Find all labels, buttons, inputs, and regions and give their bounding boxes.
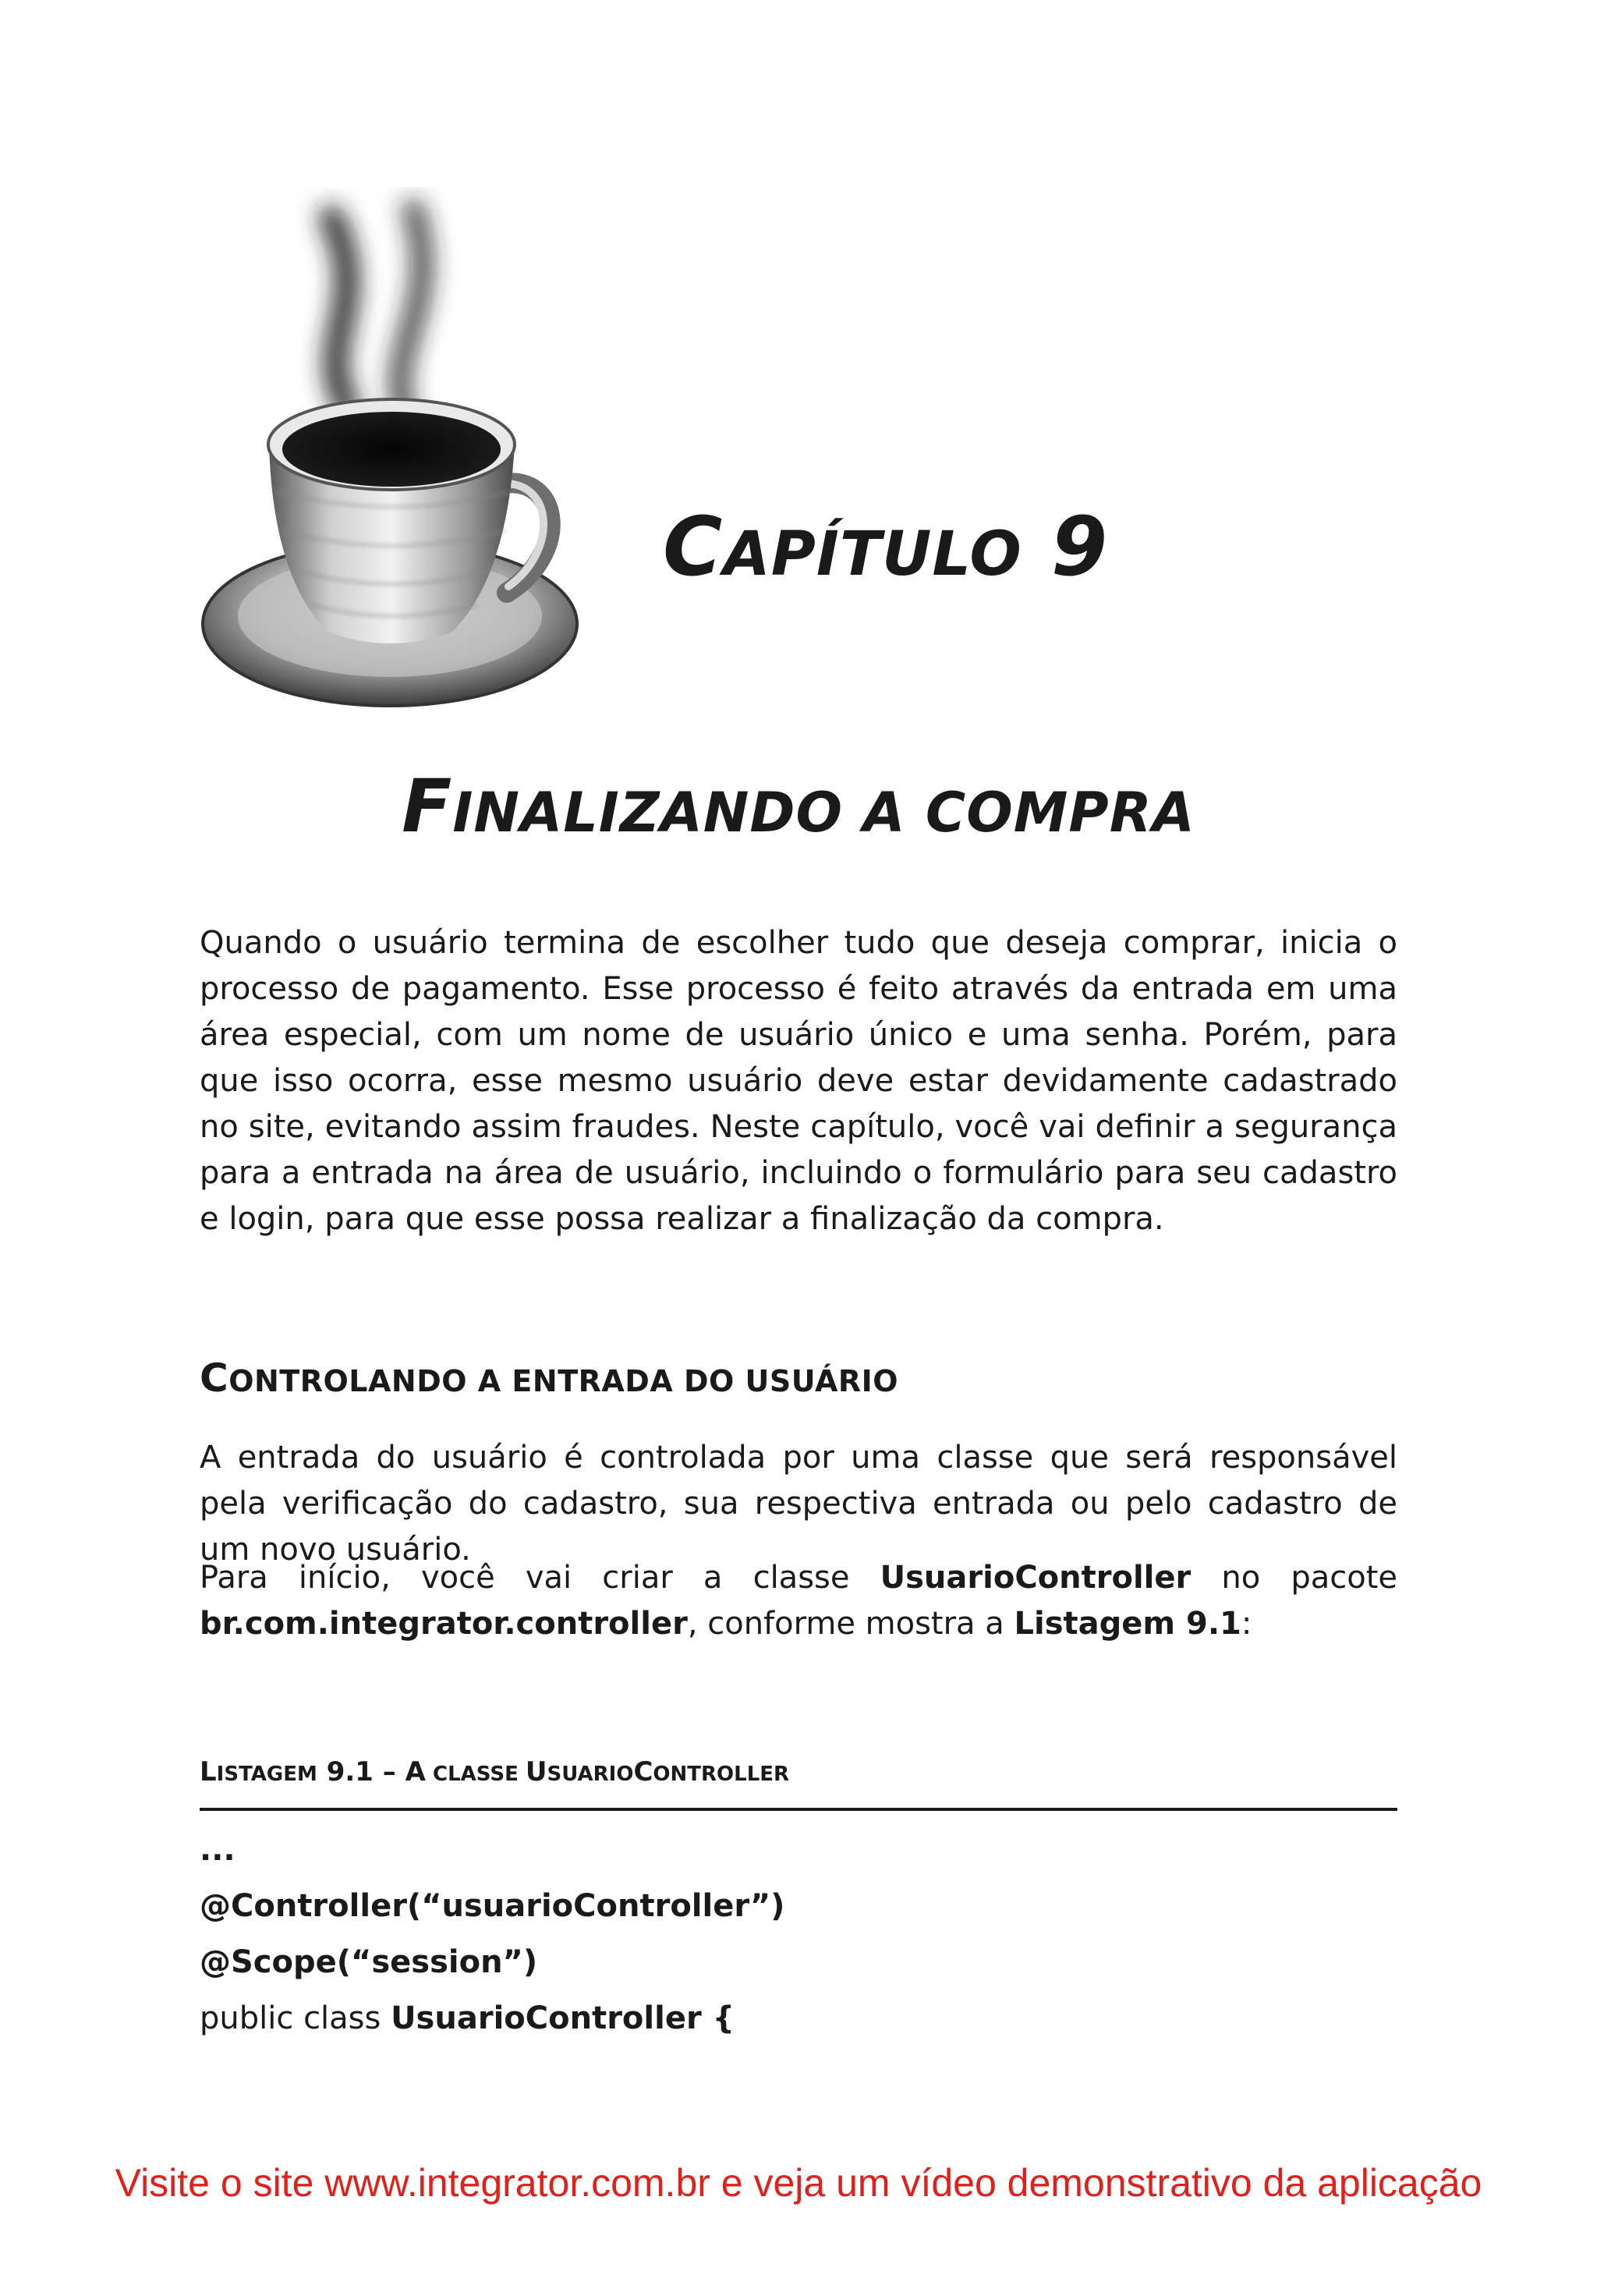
chapter-title	[0, 764, 1597, 849]
section-paragraph-1: A entrada do usuário é controlada por uma classe que será responsável pela verificação do cadastro, sua respectiva entrada ou pelo cadastro de um novo usuário.	[200, 1440, 1397, 1568]
class-name-ref: UsuarioController	[880, 1560, 1192, 1596]
package-name-ref: br.com.integrator.controller	[200, 1606, 688, 1642]
coffee-cup-icon	[195, 187, 600, 718]
listing-divider	[200, 1808, 1397, 1811]
para2-text-3: , conforme mostra a	[687, 1606, 1015, 1642]
code-line: @Scope(“session”)	[200, 1944, 538, 1980]
section-paragraph-2	[200, 1555, 1397, 1647]
section-heading-rest: ONTROLANDO A ENTRADA DO USUÁRIO	[228, 1364, 899, 1398]
code-class-name: UsuarioController {	[391, 2000, 735, 2036]
caption-part: CLASSE	[425, 1763, 526, 1786]
code-line	[200, 1990, 1397, 2046]
caption-part: C	[633, 1756, 653, 1788]
listing-ref: Listagem 9.1	[1014, 1606, 1241, 1642]
chapter-title-initial: F	[402, 764, 453, 849]
code-listing	[200, 1822, 1397, 2046]
para2-text-1: Para início, você vai criar a classe	[200, 1560, 880, 1596]
chapter-title-rest: INALIZANDO A COMPRA	[452, 781, 1195, 845]
section-heading-initial: C	[200, 1355, 229, 1401]
para2-text-2: no pacote	[1191, 1560, 1398, 1596]
caption-part: L	[200, 1756, 217, 1788]
code-line: ...	[200, 1832, 235, 1868]
chapter-label-rest: APÍTULO	[723, 519, 1022, 590]
para2-text-4: :	[1241, 1606, 1252, 1642]
intro-paragraph: Quando o usuário termina de escolher tudo que deseja comprar, inicia o processo de pagamento. Esse processo é feito através da entrada em uma área especial, com um nome de usuário único e uma senha. Porém, para que isso ocorra, esse mesmo usuário deve estar devidamente cadastrado no site, evitando assim fraudes. Neste capítulo, você vai definir a segurança para a entrada na área de usuário, incluindo o formulário para seu cadastro e login, para que esse possa realizar a finalização da compra.	[200, 925, 1397, 1237]
listing-caption	[200, 1756, 789, 1788]
code-line: @Controller(“usuarioController”)	[200, 1888, 785, 1924]
caption-part: SUARIO	[547, 1763, 634, 1786]
chapter-label	[663, 499, 1108, 594]
caption-part: 9.1 –	[317, 1756, 405, 1788]
chapter-label-initial: C	[663, 499, 724, 594]
caption-part: ISTAGEM	[216, 1763, 317, 1786]
chapter-number: 9	[1050, 499, 1109, 594]
code-keywords: public class	[200, 2000, 391, 2036]
footer-promo-text: Visite o site www.integrator.com.br e veja um vídeo demonstrativo da aplicação	[115, 2161, 1482, 2205]
caption-part: A	[405, 1756, 426, 1788]
section-heading	[200, 1355, 898, 1401]
caption-part: U	[525, 1756, 547, 1788]
caption-part: ONTROLLER	[653, 1763, 790, 1786]
